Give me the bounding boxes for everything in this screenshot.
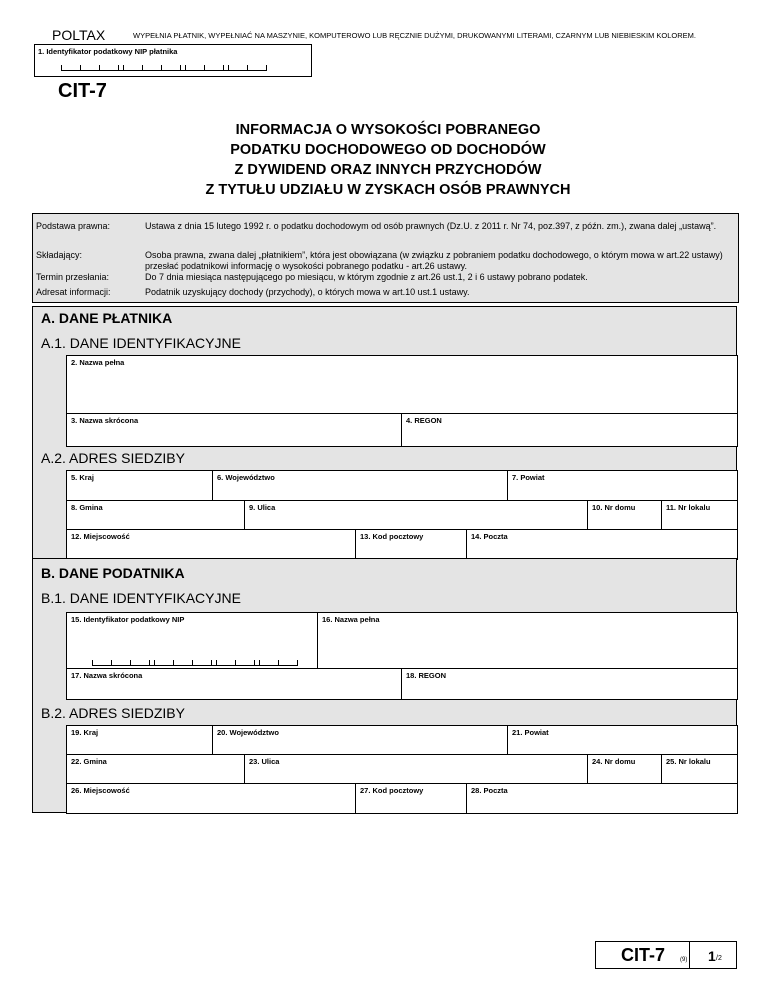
taxpayer-municipality-label: 22. Gmina (71, 757, 107, 766)
form-title-line: INFORMACJA O WYSOKOŚCI POBRANEGO (235, 122, 541, 138)
street-label: 9. Ulica (249, 503, 276, 512)
section-a-title: A. DANE PŁATNIKA (41, 310, 173, 326)
house-number-label: 10. Nr domu (592, 503, 636, 512)
page-number: 1 (708, 948, 716, 964)
form-title-line: PODATKU DOCHODOWEGO OD DOCHODÓW (230, 142, 546, 158)
recipient-label: Adresat informacji: (36, 287, 111, 297)
legal-basis-label: Podstawa prawna: (36, 221, 111, 231)
form-title-line: Z DYWIDEND ORAZ INNYCH PRZYCHODÓW (234, 162, 542, 178)
section-a2-title: A.2. ADRES SIEDZIBY (41, 450, 185, 466)
taxpayer-nip-label: 15. Identyfikator podatkowy NIP (71, 615, 185, 624)
street-field[interactable] (244, 500, 588, 531)
taxpayer-full-name-label: 16. Nazwa pełna (322, 615, 380, 624)
taxpayer-postal-code-label: 27. Kod pocztowy (360, 786, 424, 795)
deadline-text: Do 7 dnia miesiąca następującego po miesiącu, w którym zgodnie z art.26 ust.1, 2 i 6 ustawy pobrano podatek. (145, 272, 588, 282)
taxpayer-full-name-field[interactable] (317, 612, 738, 672)
taxpayer-country-field[interactable] (66, 725, 213, 757)
nip-digit-combs (61, 65, 267, 71)
deadline-label: Termin przesłania: (36, 272, 110, 282)
taxpayer-city-label: 26. Miejscowość (71, 786, 130, 795)
taxpayer-country-label: 19. Kraj (71, 728, 99, 737)
city-field[interactable] (66, 529, 356, 560)
taxpayer-short-name-field[interactable] (66, 668, 402, 700)
taxpayer-regon-field[interactable] (401, 668, 738, 700)
county-label: 7. Powiat (512, 473, 545, 482)
full-name-field[interactable] (66, 355, 738, 419)
taxpayer-city-field[interactable] (66, 783, 356, 814)
footer-form-version: (9) (680, 957, 688, 963)
municipality-field[interactable] (66, 500, 245, 531)
short-name-label: 3. Nazwa skrócona (71, 416, 139, 425)
filer-label: Składający: (36, 250, 83, 260)
recipient-text: Podatnik uzyskujący dochody (przychody), o których mowa w art.10 ust.1 ustawy. (145, 287, 470, 297)
taxpayer-short-name-label: 17. Nazwa skrócona (71, 671, 143, 680)
taxpayer-apartment-number-field[interactable] (661, 754, 738, 785)
taxpayer-house-number-label: 24. Nr domu (592, 757, 636, 766)
taxpayer-post-office-field[interactable] (466, 783, 738, 814)
payer-nip-field[interactable] (34, 44, 312, 77)
nip-digit-combs (92, 660, 298, 666)
form-code: CIT-7 (58, 80, 107, 102)
taxpayer-street-label: 23. Ulica (249, 757, 280, 766)
county-field[interactable] (507, 470, 738, 502)
section-a1-title: A.1. DANE IDENTYFIKACYJNE (41, 335, 241, 351)
taxpayer-post-office-label: 28. Poczta (471, 786, 508, 795)
legal-basis-text: Ustawa z dnia 15 lutego 1992 r. o podatku dochodowym od osób prawnych (Dz.U. z 2011 r. Nr 74, poz.397, z późn. zm.), zwana dalej „ustawą”. (145, 221, 717, 231)
form-title-line: Z TYTUŁU UDZIAŁU W ZYSKACH OSÓB PRAWNYCH (205, 182, 571, 198)
taxpayer-postal-code-field[interactable] (355, 783, 467, 814)
municipality-label: 8. Gmina (71, 503, 103, 512)
fill-instruction: WYPEŁNIA PŁATNIK, WYPEŁNIAĆ NA MASZYNIE, KOMPUTEROWO LUB RĘCZNIE DUŻYMI, DRUKOWANYMI LITERAMI, CZARNYM LUB NIEBIESKIM KOLOREM. (133, 31, 696, 40)
taxpayer-house-number-field[interactable] (587, 754, 662, 785)
section-b-title: B. DANE PODATNIKA (41, 565, 185, 581)
regon-field[interactable] (401, 413, 738, 447)
postal-code-field[interactable] (355, 529, 467, 560)
apartment-number-label: 11. Nr lokalu (666, 503, 711, 512)
taxpayer-street-field[interactable] (244, 754, 588, 785)
filer-text: Osoba prawna, zwana dalej „płatnikiem”, która jest obowiązana (w związku z pobraniem podatku dochodowego, o którym mowa w art.22 ustawy) przesłać podatnikowi informację o wysokości pobranego podatku - art.26 ustawy. (145, 250, 723, 271)
short-name-field[interactable] (66, 413, 402, 447)
footer-form-code: CIT-7 (621, 945, 666, 965)
section-b2-title: B.2. ADRES SIEDZIBY (41, 705, 185, 721)
legal-info-box (32, 213, 739, 303)
form-title (80, 120, 696, 200)
taxpayer-county-label: 21. Powiat (512, 728, 549, 737)
footer-divider (689, 942, 690, 969)
post-office-field[interactable] (466, 529, 738, 560)
taxpayer-municipality-field[interactable] (66, 754, 245, 785)
page-footer-box (595, 941, 737, 969)
city-label: 12. Miejscowość (71, 532, 130, 541)
regon-label: 4. REGON (406, 416, 442, 425)
taxpayer-nip-field[interactable] (66, 612, 318, 672)
taxpayer-regon-label: 18. REGON (406, 671, 447, 680)
full-name-label: 2. Nazwa pełna (71, 358, 125, 367)
brand-label: POLTAX (52, 27, 106, 43)
country-field[interactable] (66, 470, 213, 502)
payer-nip-label: 1. Identyfikator podatkowy NIP płatnika (38, 47, 178, 56)
voivodeship-field[interactable] (212, 470, 508, 502)
taxpayer-voivodeship-field[interactable] (212, 725, 508, 757)
taxpayer-apartment-number-label: 25. Nr lokalu (666, 757, 711, 766)
taxpayer-county-field[interactable] (507, 725, 738, 757)
country-label: 5. Kraj (71, 473, 94, 482)
section-b1-title: B.1. DANE IDENTYFIKACYJNE (41, 590, 241, 606)
voivodeship-label: 6. Województwo (217, 473, 275, 482)
taxpayer-voivodeship-label: 20. Województwo (217, 728, 279, 737)
house-number-field[interactable] (587, 500, 662, 531)
postal-code-label: 13. Kod pocztowy (360, 532, 424, 541)
page-total: /2 (716, 955, 722, 962)
apartment-number-field[interactable] (661, 500, 738, 531)
section-b-taxpayer (32, 558, 737, 813)
section-a-payer (32, 306, 737, 559)
post-office-label: 14. Poczta (471, 532, 508, 541)
